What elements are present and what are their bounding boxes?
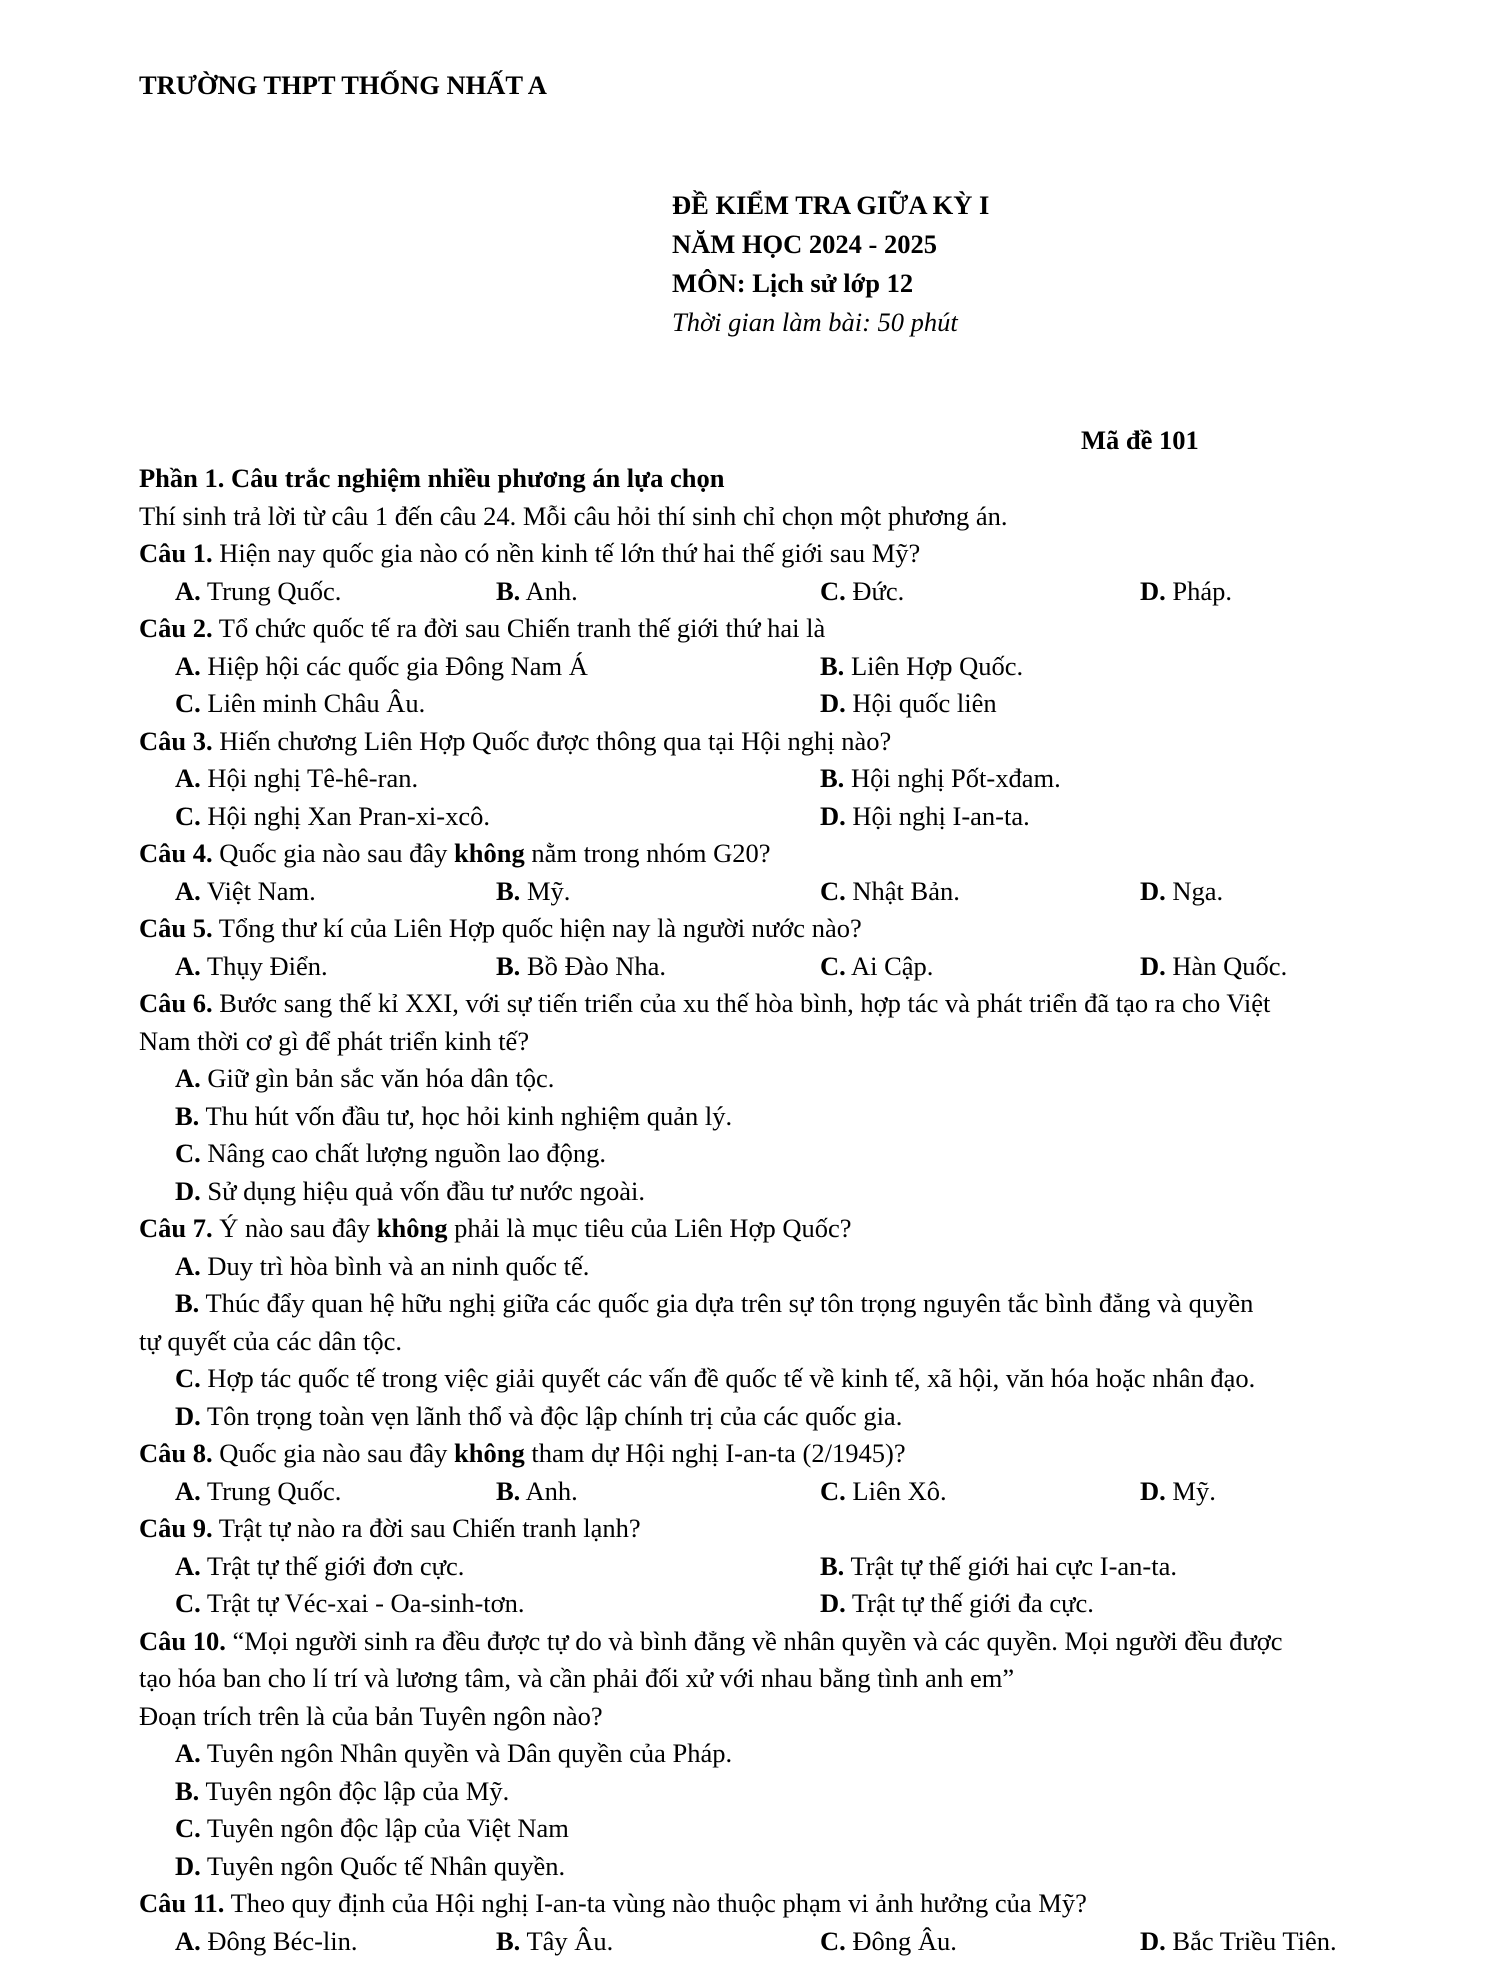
option-c: C. Đức.: [820, 575, 905, 606]
option-d: D. Pháp.: [1140, 575, 1233, 606]
option-b: B. Mỹ.: [496, 875, 571, 906]
option-c: C. Nâng cao chất lượng nguồn lao động.: [175, 1138, 606, 1168]
question-10: Câu 10. “Mọi người sinh ra đều được tự do và bình đẳng về nhân quyền và các quyền. Mọi người đều được: [139, 1625, 1283, 1656]
option-b: B. Tuyên ngôn độc lập của Mỹ.: [175, 1775, 510, 1806]
option-c: C. Đông Âu.: [820, 1925, 957, 1956]
option-c: C. Trật tự Véc-xai - Oa-sinh-tơn.: [175, 1588, 525, 1618]
question-4-options: [139, 873, 1399, 911]
question-2: Câu 2. Tổ chức quốc tế ra đời sau Chiến tranh thế giới thứ hai là: [139, 613, 826, 643]
question-10-prompt: Đoạn trích trên là của bản Tuyên ngôn nào?: [139, 1700, 603, 1731]
option-d: D. Sử dụng hiệu quả vốn đầu tư nước ngoài.: [175, 1175, 646, 1206]
question-9: Câu 9. Trật tự nào ra đời sau Chiến tranh lạnh?: [139, 1513, 641, 1543]
option-a: A. Việt Nam.: [175, 875, 316, 906]
option-d: D. Hội quốc liên: [820, 688, 997, 718]
question-1: Câu 1. Hiện nay quốc gia nào có nền kinh tế lớn thứ hai thế giới sau Mỹ?: [139, 538, 921, 568]
question-2-options-ab: [139, 648, 1399, 686]
option-c: C. Nhật Bản.: [820, 875, 960, 906]
option-b-cont: tự quyết của các dân tộc.: [139, 1325, 403, 1356]
option-a: A. Trung Quốc.: [175, 575, 342, 606]
school-year: NĂM HỌC 2024 - 2025: [672, 229, 937, 259]
option-b: B. Thúc đẩy quan hệ hữu nghị giữa các quốc gia dựa trên sự tôn trọng nguyên tắc bình đẳng và quyền: [175, 1288, 1254, 1318]
exam-body: [139, 460, 1399, 1960]
question-9-options-ab: [139, 1548, 1399, 1586]
part1-title: Phần 1. Câu trắc nghiệm nhiều phương án lựa chọn: [139, 463, 725, 493]
question-8-options: [139, 1473, 1399, 1511]
option-d: D. Hội nghị I-an-ta.: [820, 800, 1030, 831]
exam-header: [672, 186, 989, 342]
question-5-options: [139, 948, 1399, 986]
option-b: B. Anh.: [496, 1475, 578, 1506]
question-3: Câu 3. Hiến chương Liên Hợp Quốc được thông qua tại Hội nghị nào?: [139, 725, 892, 756]
question-8: Câu 8. Quốc gia nào sau đây không tham dự Hội nghị I-an-ta (2/1945)?: [139, 1438, 906, 1468]
option-b: B. Anh.: [496, 575, 578, 606]
question-5: Câu 5. Tổng thư kí của Liên Hợp quốc hiện nay là người nước nào?: [139, 913, 862, 943]
option-d: D. Tuyên ngôn Quốc tế Nhân quyền.: [175, 1850, 566, 1881]
option-a: A. Thụy Điển.: [175, 950, 328, 981]
duration: Thời gian làm bài: 50 phút: [672, 307, 958, 337]
option-b: B. Hội nghị Pốt-xđam.: [820, 763, 1061, 793]
question-1-options: [139, 573, 1399, 611]
question-4: Câu 4. Quốc gia nào sau đây không nằm trong nhóm G20?: [139, 838, 771, 868]
question-11: Câu 11. Theo quy định của Hội nghị I-an-ta vùng nào thuộc phạm vi ảnh hưởng của Mỹ?: [139, 1888, 1087, 1918]
option-d: D. Hàn Quốc.: [1140, 950, 1288, 981]
option-c: C. Liên minh Châu Âu.: [175, 688, 426, 718]
question-9-options-cd: [139, 1585, 1399, 1623]
option-d: D. Nga.: [1140, 875, 1224, 906]
exam-title: ĐỀ KIỂM TRA GIỮA KỲ I: [672, 190, 990, 220]
option-a: A. Tuyên ngôn Nhân quyền và Dân quyền của Pháp.: [175, 1738, 733, 1768]
question-11-options: [139, 1923, 1399, 1961]
option-c: C. Ai Cập.: [820, 950, 934, 981]
question-6-cont: Nam thời cơ gì để phát triển kinh tế?: [139, 1025, 530, 1056]
option-c: C. Tuyên ngôn độc lập của Việt Nam: [175, 1813, 569, 1843]
question-2-options-cd: [139, 685, 1399, 723]
option-b: B. Bồ Đào Nha.: [496, 950, 667, 981]
subject: MÔN: Lịch sử lớp 12: [672, 268, 914, 298]
option-d: D. Trật tự thế giới đa cực.: [820, 1588, 1094, 1618]
question-6: Câu 6. Bước sang thế kỉ XXI, với sự tiến triển của xu thế hòa bình, hợp tác và phát triển đã tạo ra cho Việt: [139, 988, 1271, 1018]
option-b: B. Trật tự thế giới hai cực I-an-ta.: [820, 1550, 1178, 1581]
option-a: A. Duy trì hòa bình và an ninh quốc tế.: [175, 1250, 590, 1281]
option-a: A. Đông Béc-lin.: [175, 1925, 358, 1956]
option-c: C. Liên Xô.: [820, 1475, 947, 1506]
question-3-options-cd: [139, 798, 1399, 836]
option-d: D. Tôn trọng toàn vẹn lãnh thổ và độc lập chính trị của các quốc gia.: [175, 1400, 903, 1431]
option-a: A. Hiệp hội các quốc gia Đông Nam Á: [175, 650, 588, 681]
option-d: D. Mỹ.: [1140, 1475, 1216, 1506]
option-c: C. Hội nghị Xan Pran-xi-xcô.: [175, 800, 491, 831]
part1-instruction: Thí sinh trả lời từ câu 1 đến câu 24. Mỗi câu hỏi thí sinh chỉ chọn một phương án.: [139, 500, 1008, 531]
option-a: A. Trật tự thế giới đơn cực.: [175, 1550, 465, 1581]
option-b: B. Thu hút vốn đầu tư, học hỏi kinh nghiệm quản lý.: [175, 1100, 733, 1131]
question-3-options-ab: [139, 760, 1399, 798]
exam-code: Mã đề 101: [1081, 425, 1199, 455]
question-10-cont: tạo hóa ban cho lí trí và lương tâm, và cần phải đối xử với nhau bằng tình anh em”: [139, 1663, 1015, 1693]
option-b: B. Tây Âu.: [496, 1925, 614, 1956]
option-d: D. Bắc Triều Tiên.: [1140, 1925, 1337, 1956]
option-a: A. Hội nghị Tê-hê-ran.: [175, 763, 419, 793]
question-7: Câu 7. Ý nào sau đây không phải là mục tiêu của Liên Hợp Quốc?: [139, 1213, 852, 1243]
school-name: TRƯỜNG THPT THỐNG NHẤT A: [139, 70, 547, 100]
option-a: A. Giữ gìn bản sắc văn hóa dân tộc.: [175, 1063, 555, 1093]
option-c: C. Hợp tác quốc tế trong việc giải quyết các vấn đề quốc tế về kinh tế, xã hội, văn hóa hoặc nhân đạo.: [175, 1363, 1256, 1393]
option-a: A. Trung Quốc.: [175, 1475, 342, 1506]
option-b: B. Liên Hợp Quốc.: [820, 650, 1024, 681]
